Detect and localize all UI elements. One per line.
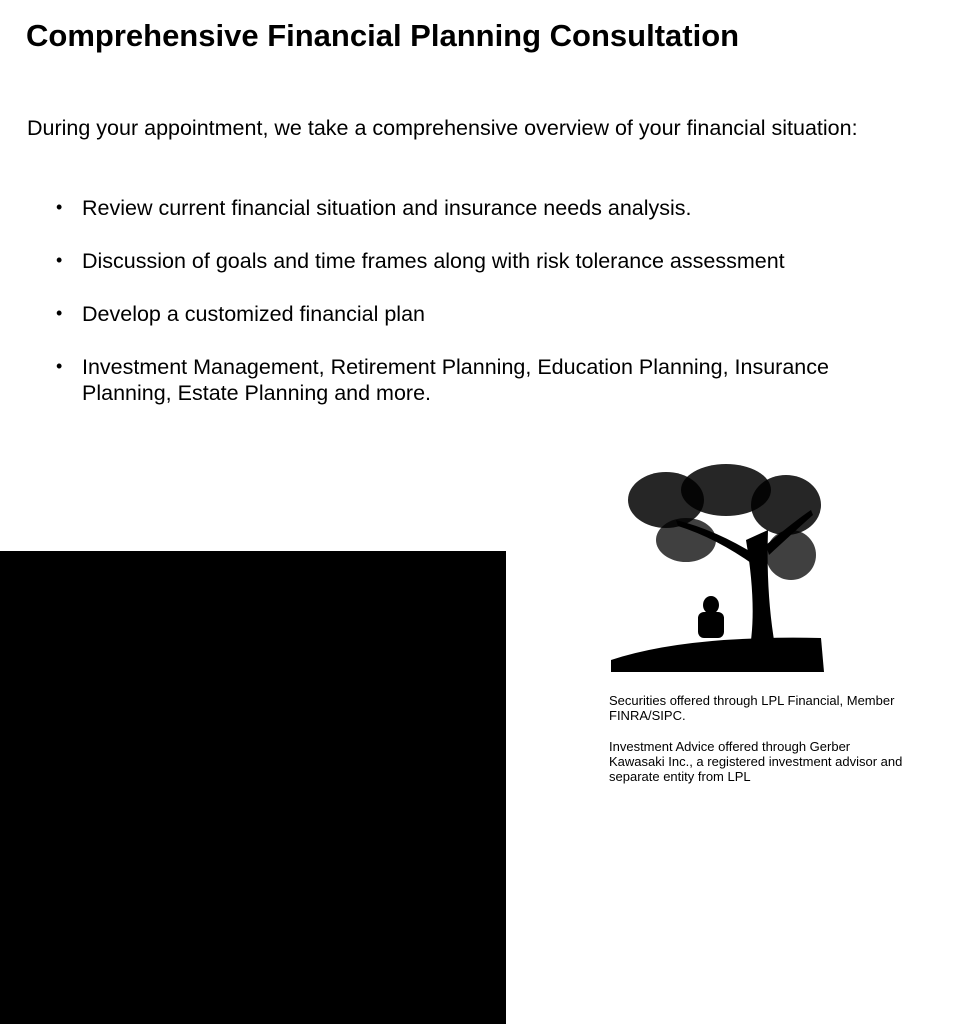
list-item: • Discussion of goals and time frames along with risk tolerance assessment: [56, 249, 785, 273]
bullet-icon: •: [56, 250, 63, 270]
list-item: • Review current financial situation and insurance needs analysis.: [56, 196, 692, 220]
securities-disclosure: Securities offered through LPL Financial, Member FINRA/SIPC.: [609, 693, 895, 723]
redacted-block: [0, 551, 506, 1024]
page-title: Comprehensive Financial Planning Consultation: [26, 18, 740, 53]
disclosures: [609, 693, 909, 800]
bullet-icon: •: [56, 303, 63, 323]
list-item: • Investment Management, Retirement Planning, Education Planning, Insurance Planning, Estate Planning and more.: [56, 355, 829, 405]
bullet-icon: •: [56, 197, 63, 217]
services-list: [56, 195, 836, 433]
intro-paragraph: During your appointment, we take a comprehensive overview of your financial situation:: [27, 116, 858, 140]
advisory-disclosure: Investment Advice offered through Gerber Kawasaki Inc., a registered investment advisor and separate entity from LPL: [609, 739, 903, 784]
list-item: • Develop a customized financial plan: [56, 302, 426, 326]
bullet-icon: •: [56, 356, 63, 376]
tree-logo-image: [606, 460, 826, 680]
